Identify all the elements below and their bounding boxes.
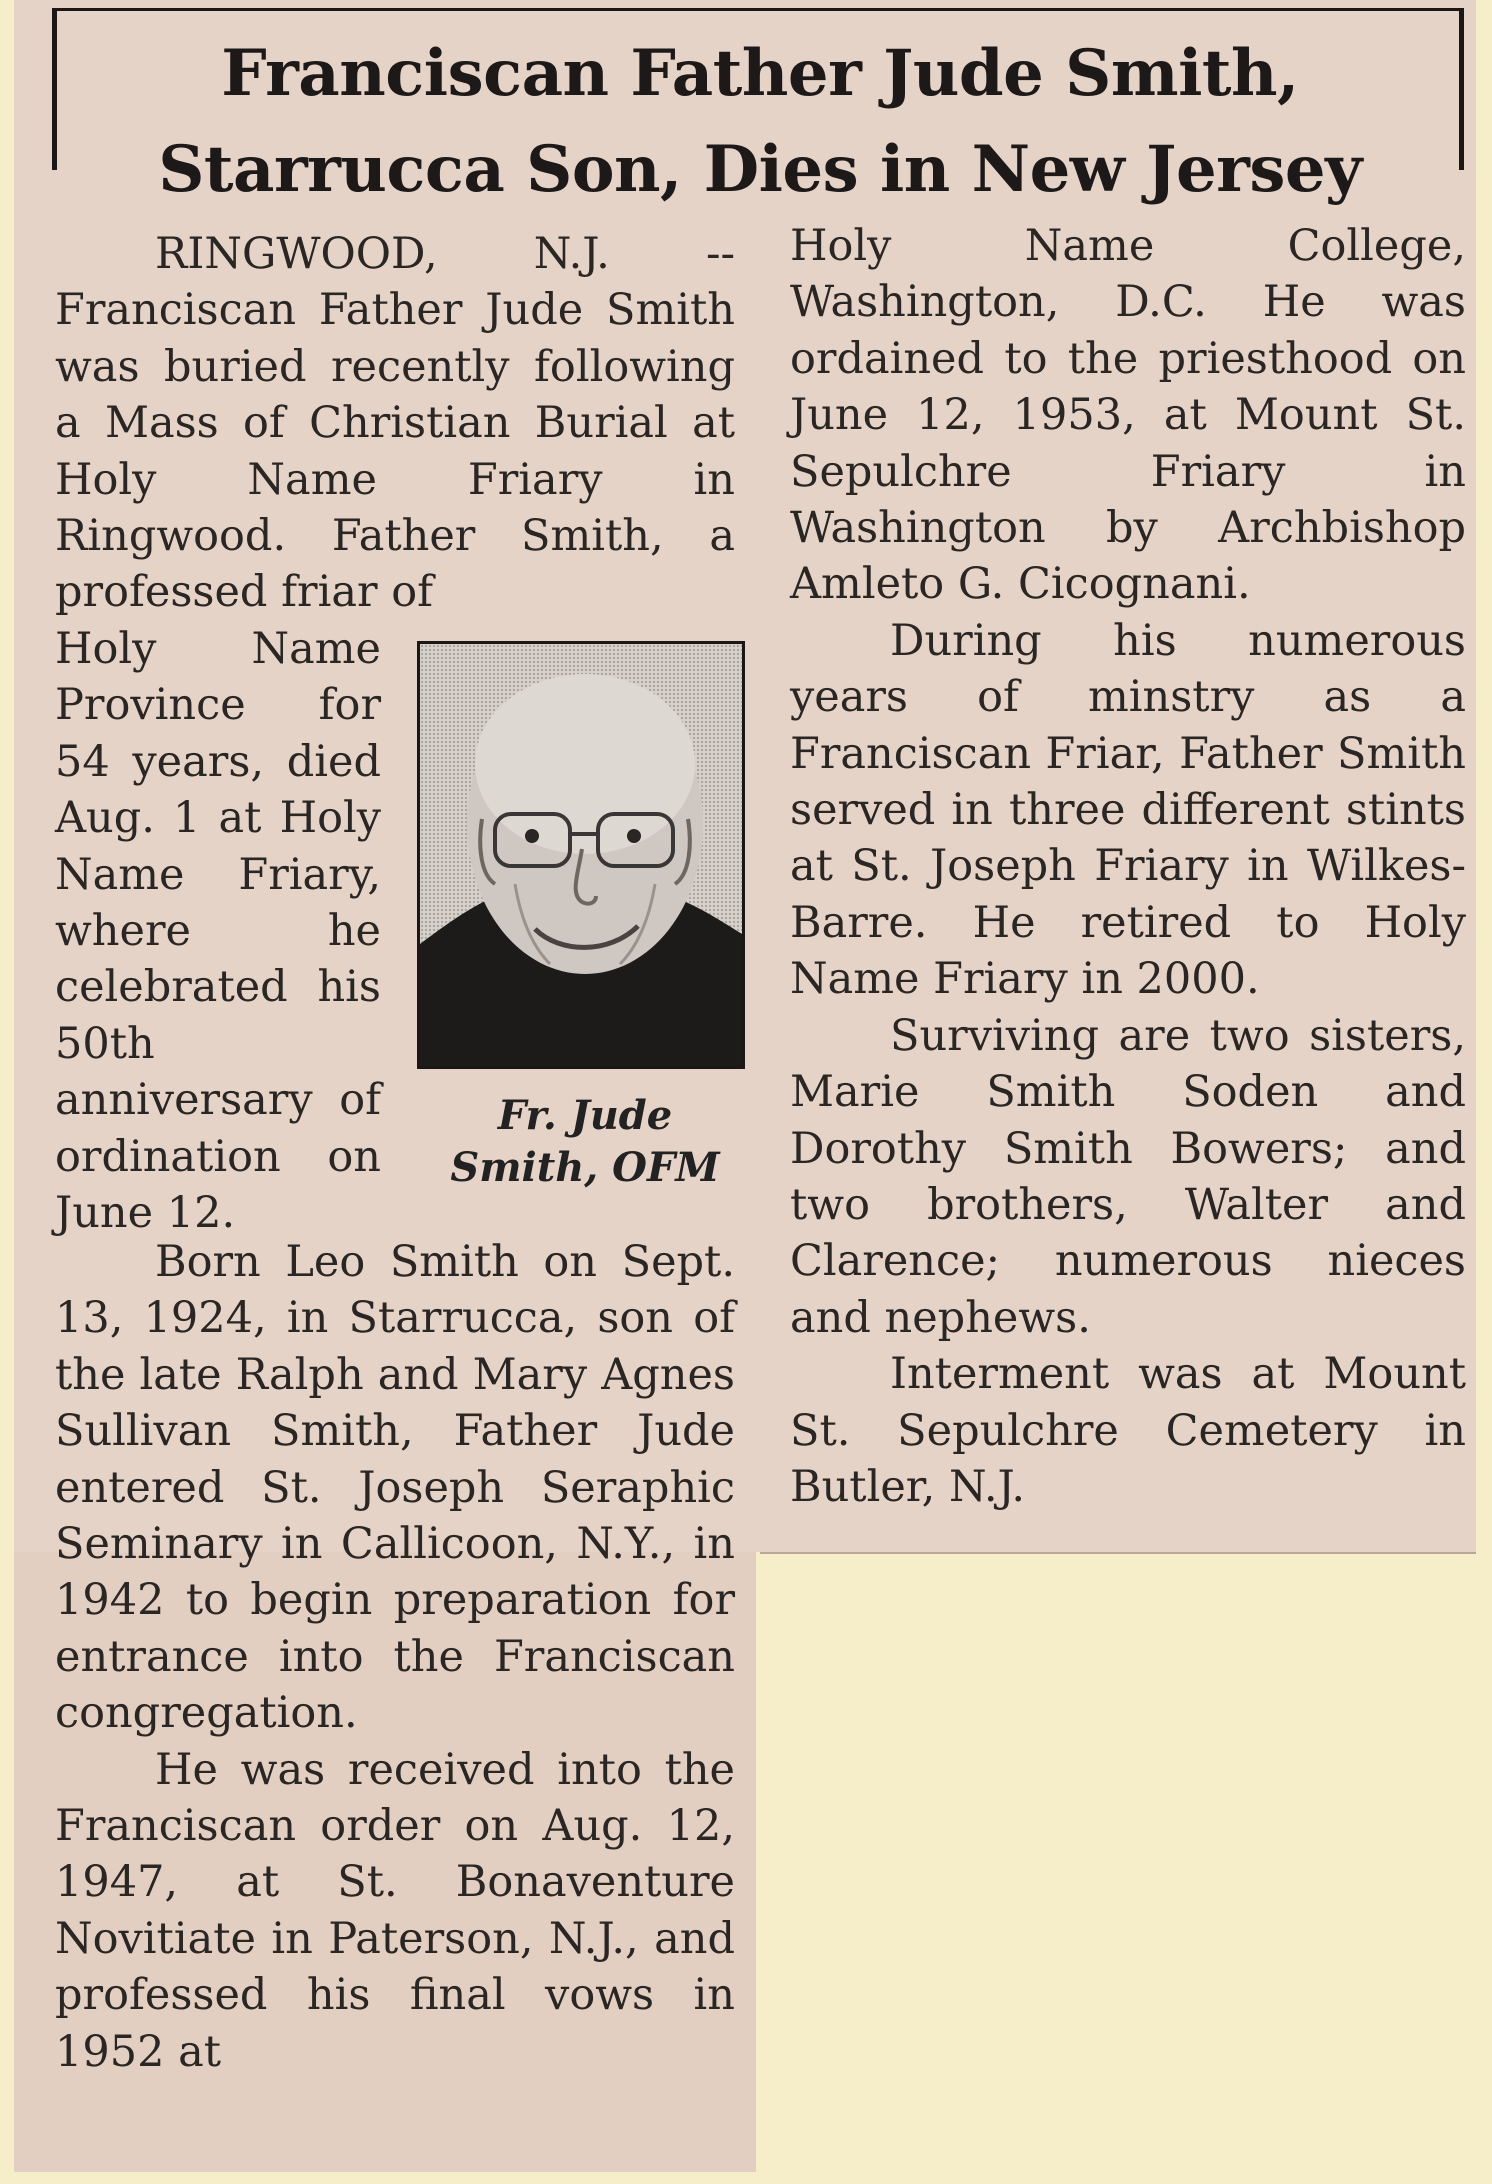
article-paragraph-3-end: Holy Name College, Washington, D.C. He was ordained to the priesthood on June 12, 1953, at Mount St. Sepulchre Friary in Washington by Archbishop Amleto G. Cicognani.	[790, 221, 1466, 610]
photo-caption-line-1: Fr. Jude	[497, 1092, 673, 1139]
priest-portrait-icon	[420, 644, 742, 1066]
headline-line-2: Starrucca Son, Dies in New Jersey	[158, 132, 1362, 207]
photo-caption-line-2: Smith, OFM	[450, 1144, 720, 1191]
article-paragraph-2: Born Leo Smith on Sept. 13, 1924, in Starrucca, son of the late Ralph and Mary Agnes Sullivan Smith, Father Jude entered St. Joseph Seraphic Seminary in Callicoon, N.Y., in 1942 to begin preparation for entrance into the Franciscan congregation.	[55, 1237, 735, 1739]
article-column-left-beside-photo	[55, 621, 381, 1241]
article-paragraph-5: Surviving are two sisters, Marie Smith Soden and Dorothy Smith Bowers; and two brothers, Walter and Clarence; numerous nieces and nephews.	[790, 1010, 1466, 1343]
headline-line-1: Franciscan Father Jude Smith,	[221, 36, 1299, 111]
article-column-left-top	[55, 226, 735, 621]
portrait-photo	[417, 641, 745, 1069]
headline	[60, 26, 1460, 218]
article-paragraph-1-end: Holy Name Province for 54 years, died Aug. 1 at Holy Name Friary, where he celebrated his 50th anniversary of ordination on June 12.	[55, 624, 381, 1239]
article-column-right	[790, 218, 1466, 1515]
photo-caption	[405, 1090, 765, 1194]
article-paragraph-3: He was received into the Franciscan order on Aug. 12, 1947, at St. Bonaventure Novitiate in Paterson, N.J., and professed his final vows in 1952 at	[55, 1744, 735, 2077]
article-paragraph-6: Interment was at Mount St. Sepulchre Cemetery in Butler, N.J.	[790, 1349, 1466, 1512]
article-column-left-bottom	[55, 1234, 735, 2080]
clipping-edge	[760, 1552, 1476, 1554]
article-paragraph-4: During his numerous years of minstry as a Franciscan Friar, Father Smith served in three different stints at St. Joseph Friary in Wilkes-Barre. He retired to Holy Name Friary in 2000.	[790, 615, 1466, 1005]
article-paragraph-1-start: RINGWOOD, N.J. -- Franciscan Father Jude Smith was buried recently following a Mass of Christian Burial at Holy Name Friary in Ringwood. Father Smith, a professed friar of	[55, 229, 735, 618]
